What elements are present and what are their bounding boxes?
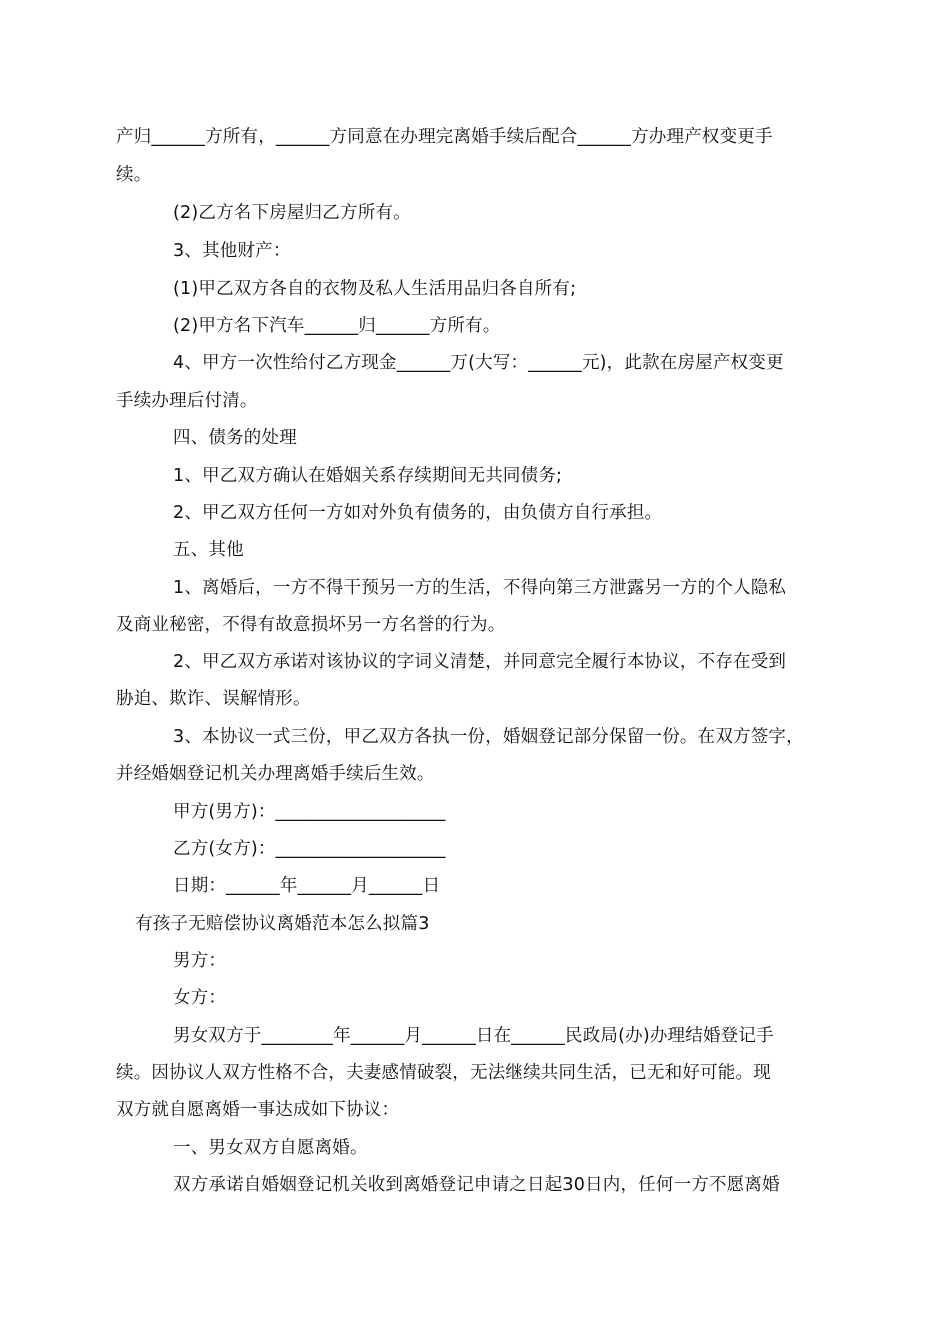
paragraph-line: 胁迫、欺诈、误解情形。: [116, 689, 311, 709]
paragraph-line: 产归______方所有，______方同意在办理完离婚手续后配合______方办理产权变更手: [116, 127, 773, 147]
section-heading: 五、其他: [173, 540, 244, 560]
signature-line: 甲方(男方)：___________________: [173, 802, 446, 822]
paragraph-line: 续。: [116, 165, 152, 185]
section-heading: 一、男女双方自愿离婚。: [173, 1138, 368, 1158]
section-heading: 四、债务的处理: [173, 428, 297, 448]
paragraph-line: 手续办理后付清。: [116, 391, 258, 411]
paragraph-line: 1、甲乙双方确认在婚姻关系存续期间无共同债务;: [173, 466, 563, 486]
paragraph-line: 并经婚姻登记机关办理离婚手续后生效。: [116, 764, 435, 784]
party-line: 女方：: [173, 988, 227, 1008]
date-line: 日期：______年______月______日: [173, 876, 441, 896]
paragraph-line: 双方就自愿离婚一事达成如下协议：: [116, 1100, 400, 1120]
paragraph-line: (2)乙方名下房屋归乙方所有。: [173, 203, 411, 223]
signature-line: 乙方(女方)：___________________: [173, 839, 446, 859]
paragraph-line: 3、其他财产：: [173, 241, 291, 261]
paragraph-line: (1)甲乙双方各自的衣物及私人生活用品归各自所有;: [173, 279, 577, 299]
party-line: 男方：: [173, 951, 227, 971]
paragraph-line: (2)甲方名下汽车______归______方所有。: [173, 316, 501, 336]
paragraph-line: 2、甲乙双方任何一方如对外负有债务的，由负债方自行承担。: [173, 503, 663, 523]
section-title: 有孩子无赔偿协议离婚范本怎么拟篇3: [135, 914, 430, 934]
paragraph-line: 双方承诺自婚姻登记机关收到离婚登记申请之日起30日内，任何一方不愿离婚: [173, 1175, 780, 1195]
paragraph-line: 3、本协议一式三份，甲乙双方各执一份，婚姻登记部分保留一份。在双方签字，: [173, 727, 804, 747]
paragraph-line: 及商业秘密，不得有故意损坏另一方名誉的行为。: [116, 615, 506, 635]
paragraph-line: 1、离婚后，一方不得干预另一方的生活，不得向第三方泄露另一方的个人隐私: [173, 578, 787, 598]
paragraph-line: 续。因协议人双方性格不合，夫妻感情破裂，无法继续共同生活，已无和好可能。现: [116, 1063, 771, 1083]
paragraph-line: 4、甲方一次性给付乙方现金______万(大写：______元)，此款在房屋产权变更: [173, 353, 784, 373]
paragraph-line: 2、甲乙双方承诺对该协议的字词义清楚，并同意完全履行本协议，不存在受到: [173, 652, 787, 672]
paragraph-line: 男女双方于________年______月______日在______民政局(办)办理结婚登记手: [173, 1026, 774, 1046]
